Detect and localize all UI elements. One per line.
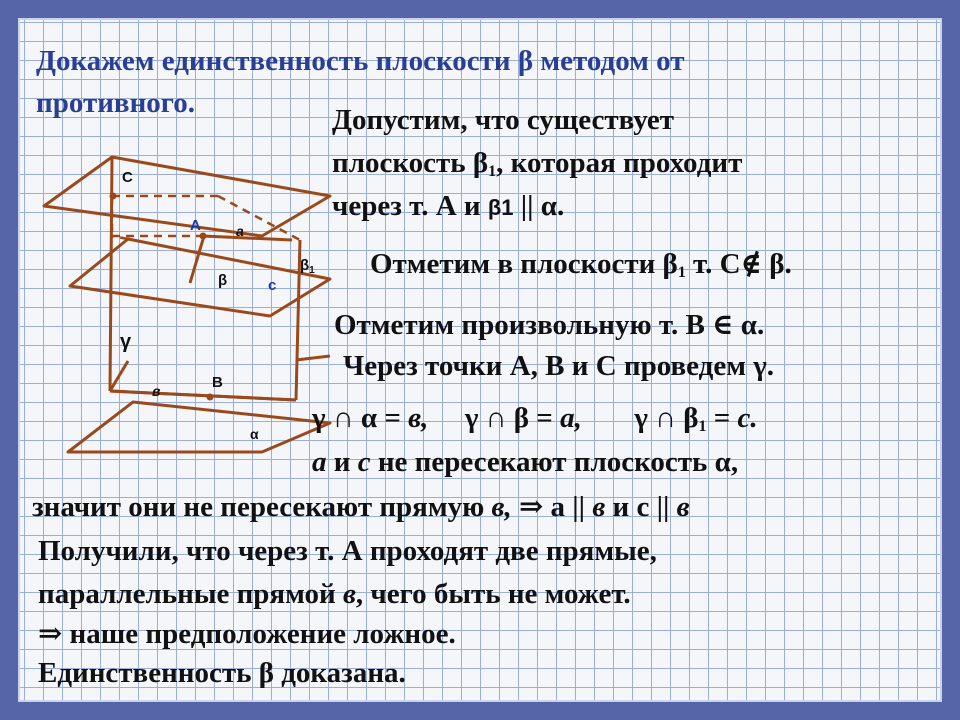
label-a: a	[236, 223, 244, 239]
line-b	[110, 391, 296, 400]
label-beta: β	[218, 272, 228, 289]
false-assumption: ⇒ наше предположение ложное.	[38, 618, 456, 650]
label-beta1: $\beta_1$	[300, 257, 315, 276]
intersections-line: γ ∩ α = в, γ ∩ β = а, γ ∩ $\beta_1 = с$.	[312, 402, 758, 435]
slide-title: Докажем единственность плоскости β методом от противного.	[36, 45, 685, 120]
label-b: в	[152, 383, 161, 399]
label-alpha: α	[250, 426, 259, 442]
label-c: c	[268, 277, 277, 294]
label-C: C	[122, 169, 133, 186]
assumption-text: Допустим, что существует плоскость $\beta_1$, которая проходит через т. А и β1 || α.	[332, 104, 743, 222]
proven-text: Единственность β доказана.	[38, 657, 406, 689]
point-C	[110, 193, 117, 200]
gamma-edge-left	[110, 157, 112, 391]
line-c	[190, 236, 204, 283]
gamma-right-top	[296, 356, 330, 360]
conclusion-text: Получили, что через т. А проходят две прямые, параллельные прямой в, чего быть не может.	[38, 535, 657, 610]
mark-c-line: Отметим в плоскости $\beta_1$ т. С∉ β.	[370, 248, 792, 281]
hidden-edge-3	[218, 196, 300, 240]
label-B: B	[212, 374, 223, 391]
not-intersect-line: значит они не пересекают прямую в, ⇒ а || в и с || в	[32, 491, 690, 523]
line-a	[203, 236, 292, 240]
gamma-top-line	[110, 361, 128, 391]
label-gamma: γ	[120, 331, 132, 353]
mark-b-line: Отметим произвольную т. В ∈ α.	[334, 309, 765, 341]
point-B	[207, 394, 214, 401]
label-A: A	[190, 217, 201, 234]
gamma-line: Через точки А, В и С проведем γ.	[343, 350, 775, 382]
not-intersect-plane: а и с не пересекают плоскость α,	[312, 446, 739, 478]
plane-alpha	[68, 402, 330, 452]
